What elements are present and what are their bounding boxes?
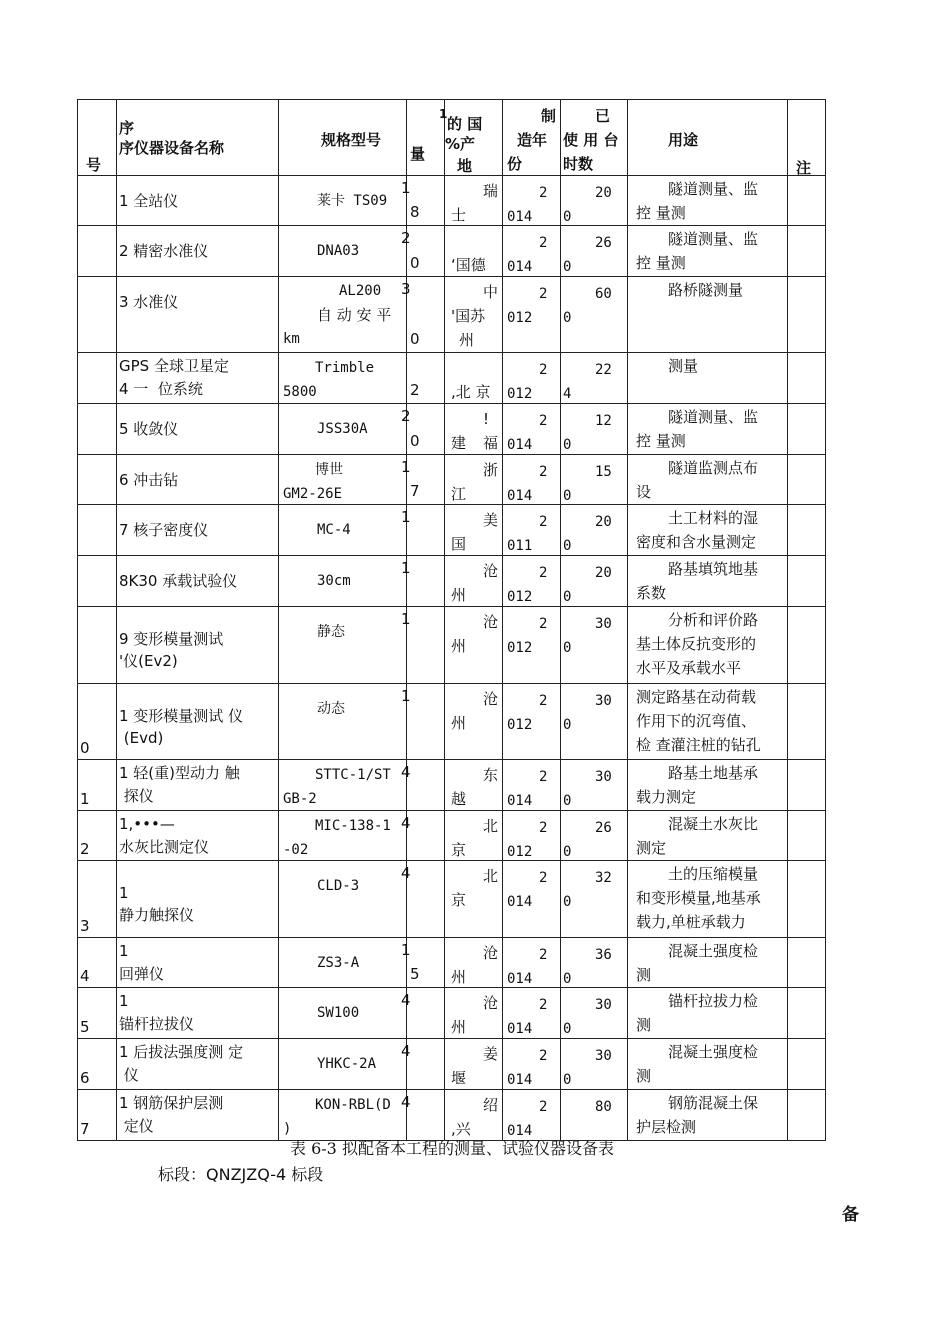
table-caption: 表 6-3 拟配备本工程的测量、试验仪器设备表 — [290, 1139, 614, 1158]
cell-name: 5 收敛仪 — [117, 404, 279, 455]
cell-qty: 4 — [407, 1090, 445, 1141]
header-origin: 1 的 国 %产 地 — [445, 100, 503, 176]
cell-year: 2 014 — [503, 1039, 561, 1090]
cell-model: 莱卡 TS09 — [279, 176, 407, 226]
header-name: 序 序仪器设备名称 — [117, 100, 279, 176]
cell-no: 0 — [78, 684, 117, 760]
cell-model: 30cm — [279, 556, 407, 607]
cell-model: 博世 GM2-26E — [279, 455, 407, 505]
cell-remark — [788, 404, 826, 455]
cell-year: 2 012 — [503, 277, 561, 353]
table-row — [78, 1039, 826, 1090]
cell-name: 1,•••— 水灰比测定仪 — [117, 811, 279, 861]
header-year: 制 造年 份 — [503, 100, 561, 176]
table-row — [78, 353, 826, 404]
cell-year: 2 014 — [503, 455, 561, 505]
cell-remark — [788, 455, 826, 505]
cell-year: 2 012 — [503, 811, 561, 861]
cell-name: 1 钢筋保护层测 定仪 — [117, 1090, 279, 1141]
cell-purpose: 测定路基在动荷载 作用下的沉弯值、 检 查灌注桩的钻孔 — [628, 684, 788, 760]
table-row — [78, 176, 826, 226]
cell-name: 1 回弹仪 — [117, 938, 279, 988]
cell-qty: 3 0 — [407, 277, 445, 353]
cell-name: 8K30 承载试验仪 — [117, 556, 279, 607]
cell-qty: 1 — [407, 556, 445, 607]
cell-purpose: 混凝土强度检 测 — [628, 1039, 788, 1090]
cell-purpose: 路基土地基承 载力测定 — [628, 760, 788, 811]
table-row — [78, 811, 826, 861]
cell-year: 2 012 — [503, 684, 561, 760]
cell-qty: 4 — [407, 988, 445, 1039]
cell-model: MC-4 — [279, 505, 407, 556]
cell-model: Trimble 5800 — [279, 353, 407, 404]
cell-name: 7 核子密度仪 — [117, 505, 279, 556]
cell-origin: 浙 江 — [445, 455, 503, 505]
cell-purpose: 隧道测量、监 控 量测 — [628, 176, 788, 226]
cell-year: 2 014 — [503, 226, 561, 277]
cell-qty: 4 — [407, 760, 445, 811]
cell-used: 12 0 — [561, 404, 628, 455]
cell-origin: 东 越 — [445, 760, 503, 811]
cell-name: 2 精密水准仪 — [117, 226, 279, 277]
cell-model: 静态 — [279, 607, 407, 684]
cell-used: 32 0 — [561, 861, 628, 938]
cell-purpose: 路基填筑地基 系数 — [628, 556, 788, 607]
cell-origin: ,北 京 — [445, 353, 503, 404]
cell-purpose: 测量 — [628, 353, 788, 404]
cell-name: 9 变形模量测试 '仪(Ev2) — [117, 607, 279, 684]
cell-no — [78, 277, 117, 353]
header-used: 已 使 用 台 时数 — [561, 100, 628, 176]
cell-used: 60 0 — [561, 277, 628, 353]
cell-year: 2 014 — [503, 861, 561, 938]
cell-origin: 沧 州 — [445, 988, 503, 1039]
cell-qty: 1 7 — [407, 455, 445, 505]
table-row — [78, 861, 826, 938]
cell-model: STTC-1/ST GB-2 — [279, 760, 407, 811]
cell-purpose: 路桥隧测量 — [628, 277, 788, 353]
cell-origin: 沧 州 — [445, 684, 503, 760]
cell-year: 2 014 — [503, 404, 561, 455]
cell-no — [78, 455, 117, 505]
cell-qty: 1 5 — [407, 938, 445, 988]
cell-used: 22 4 — [561, 353, 628, 404]
equipment-table — [77, 99, 826, 1141]
cell-origin: 沧 州 — [445, 556, 503, 607]
cell-used: 26 0 — [561, 226, 628, 277]
cell-no: 1 — [78, 760, 117, 811]
table-row — [78, 455, 826, 505]
cell-origin: ‘国德 — [445, 226, 503, 277]
cell-origin: 美 国 — [445, 505, 503, 556]
header-remark: 注 — [788, 100, 826, 176]
cell-qty: 1 — [407, 684, 445, 760]
cell-name: 1 变形模量测试 仪 (Evd) — [117, 684, 279, 760]
corner-char: 备 — [842, 1205, 859, 1225]
cell-remark — [788, 684, 826, 760]
cell-qty: 2 — [407, 353, 445, 404]
cell-origin: 沧 州 — [445, 607, 503, 684]
table-row — [78, 938, 826, 988]
cell-remark — [788, 226, 826, 277]
table-row — [78, 760, 826, 811]
cell-model: ZS3-A — [279, 938, 407, 988]
cell-remark — [788, 505, 826, 556]
cell-used: 20 0 — [561, 176, 628, 226]
cell-name: 1 静力触探仪 — [117, 861, 279, 938]
cell-origin: 瑞 士 — [445, 176, 503, 226]
cell-qty: 4 — [407, 1039, 445, 1090]
cell-model: MIC-138-1 -02 — [279, 811, 407, 861]
header-model: 规格型号 — [279, 100, 407, 176]
cell-year: 2 011 — [503, 505, 561, 556]
cell-qty: 1 — [407, 505, 445, 556]
cell-used: 20 0 — [561, 505, 628, 556]
cell-no — [78, 505, 117, 556]
cell-no — [78, 176, 117, 226]
cell-origin: 沧 州 — [445, 938, 503, 988]
cell-model: SW100 — [279, 988, 407, 1039]
cell-name: 1 全站仪 — [117, 176, 279, 226]
cell-remark — [788, 556, 826, 607]
cell-origin: 姜 堰 — [445, 1039, 503, 1090]
cell-no — [78, 404, 117, 455]
cell-model: KON-RBL(D ) — [279, 1090, 407, 1141]
cell-name: GPS 全球卫星定 4 一 位系统 — [117, 353, 279, 404]
cell-remark — [788, 760, 826, 811]
header-qty: 量 — [407, 100, 445, 176]
cell-remark — [788, 176, 826, 226]
header-purpose: 用途 — [628, 100, 788, 176]
cell-year: 2 012 — [503, 353, 561, 404]
section-label: 标段：QNZJZQ-4 标段 — [158, 1165, 324, 1184]
cell-no: 4 — [78, 938, 117, 988]
cell-used: 80 — [561, 1090, 628, 1141]
cell-remark — [788, 1090, 826, 1141]
cell-name: 6 冲击钻 — [117, 455, 279, 505]
table-row — [78, 988, 826, 1039]
cell-purpose: 隧道测量、监 控 量测 — [628, 226, 788, 277]
cell-remark — [788, 353, 826, 404]
cell-year: 2 014 — [503, 988, 561, 1039]
header-no: 号 — [78, 100, 117, 176]
cell-model: 动态 — [279, 684, 407, 760]
cell-remark — [788, 607, 826, 684]
cell-qty: 2 0 — [407, 404, 445, 455]
cell-no: 5 — [78, 988, 117, 1039]
cell-no — [78, 607, 117, 684]
cell-name: 1 后拔法强度测 定 仪 — [117, 1039, 279, 1090]
cell-remark — [788, 811, 826, 861]
cell-remark — [788, 1039, 826, 1090]
cell-year: 2 012 — [503, 556, 561, 607]
cell-purpose: 隧道测量、监 控 量测 — [628, 404, 788, 455]
cell-name: 3 水准仪 — [117, 277, 279, 353]
cell-name: 1 轻(重)型动力 触 探仪 — [117, 760, 279, 811]
table-row — [78, 277, 826, 353]
cell-origin: 北 京 — [445, 811, 503, 861]
cell-qty: 1 — [407, 607, 445, 684]
cell-no: 3 — [78, 861, 117, 938]
cell-purpose: 土工材料的湿 密度和含水量测定 — [628, 505, 788, 556]
cell-purpose: 钢筋混凝土保 护层检测 — [628, 1090, 788, 1141]
cell-purpose: 隧道监测点布 设 — [628, 455, 788, 505]
cell-purpose: 锚杆拉拔力检 测 — [628, 988, 788, 1039]
cell-origin: 绍 ,兴 — [445, 1090, 503, 1141]
table-row — [78, 404, 826, 455]
cell-qty: 1 8 — [407, 176, 445, 226]
cell-used: 30 0 — [561, 607, 628, 684]
cell-no — [78, 556, 117, 607]
cell-origin: 中 '国苏 州 — [445, 277, 503, 353]
cell-remark — [788, 988, 826, 1039]
header-row — [78, 100, 826, 176]
cell-year: 2 012 — [503, 607, 561, 684]
cell-year: 2 014 — [503, 176, 561, 226]
table-row — [78, 556, 826, 607]
cell-purpose: 混凝土水灰比 测定 — [628, 811, 788, 861]
cell-year: 2 014 — [503, 760, 561, 811]
cell-remark — [788, 938, 826, 988]
cell-origin: 北 京 — [445, 861, 503, 938]
table-row — [78, 684, 826, 760]
cell-used: 36 0 — [561, 938, 628, 988]
cell-year: 2 014 — [503, 1090, 561, 1141]
cell-used: 26 0 — [561, 811, 628, 861]
cell-remark — [788, 277, 826, 353]
cell-used: 30 0 — [561, 1039, 628, 1090]
cell-origin: ! 福 建 — [445, 404, 503, 455]
cell-no: 7 — [78, 1090, 117, 1141]
cell-model: YHKC-2A — [279, 1039, 407, 1090]
cell-qty: 2 0 — [407, 226, 445, 277]
cell-model: JSS30A — [279, 404, 407, 455]
cell-purpose: 混凝土强度检 测 — [628, 938, 788, 988]
cell-no: 6 — [78, 1039, 117, 1090]
cell-qty: 4 — [407, 861, 445, 938]
cell-used: 30 0 — [561, 760, 628, 811]
cell-model: AL200 自 动 安 平 km — [279, 277, 407, 353]
cell-remark — [788, 861, 826, 938]
cell-name: 1 锚杆拉拔仪 — [117, 988, 279, 1039]
cell-model: CLD-3 — [279, 861, 407, 938]
cell-no — [78, 353, 117, 404]
cell-used: 30 0 — [561, 988, 628, 1039]
cell-model: DNA03 — [279, 226, 407, 277]
cell-used: 20 0 — [561, 556, 628, 607]
table-row — [78, 1090, 826, 1141]
cell-no — [78, 226, 117, 277]
cell-year: 2 014 — [503, 938, 561, 988]
table-row — [78, 607, 826, 684]
cell-used: 15 0 — [561, 455, 628, 505]
cell-used: 30 0 — [561, 684, 628, 760]
cell-purpose: 土的压缩模量 和变形模量,地基承 载力,单桩承载力 — [628, 861, 788, 938]
table-row — [78, 226, 826, 277]
table-row — [78, 505, 826, 556]
cell-purpose: 分析和评价路 基土体反抗变形的 水平及承载水平 — [628, 607, 788, 684]
cell-qty: 4 — [407, 811, 445, 861]
cell-no: 2 — [78, 811, 117, 861]
